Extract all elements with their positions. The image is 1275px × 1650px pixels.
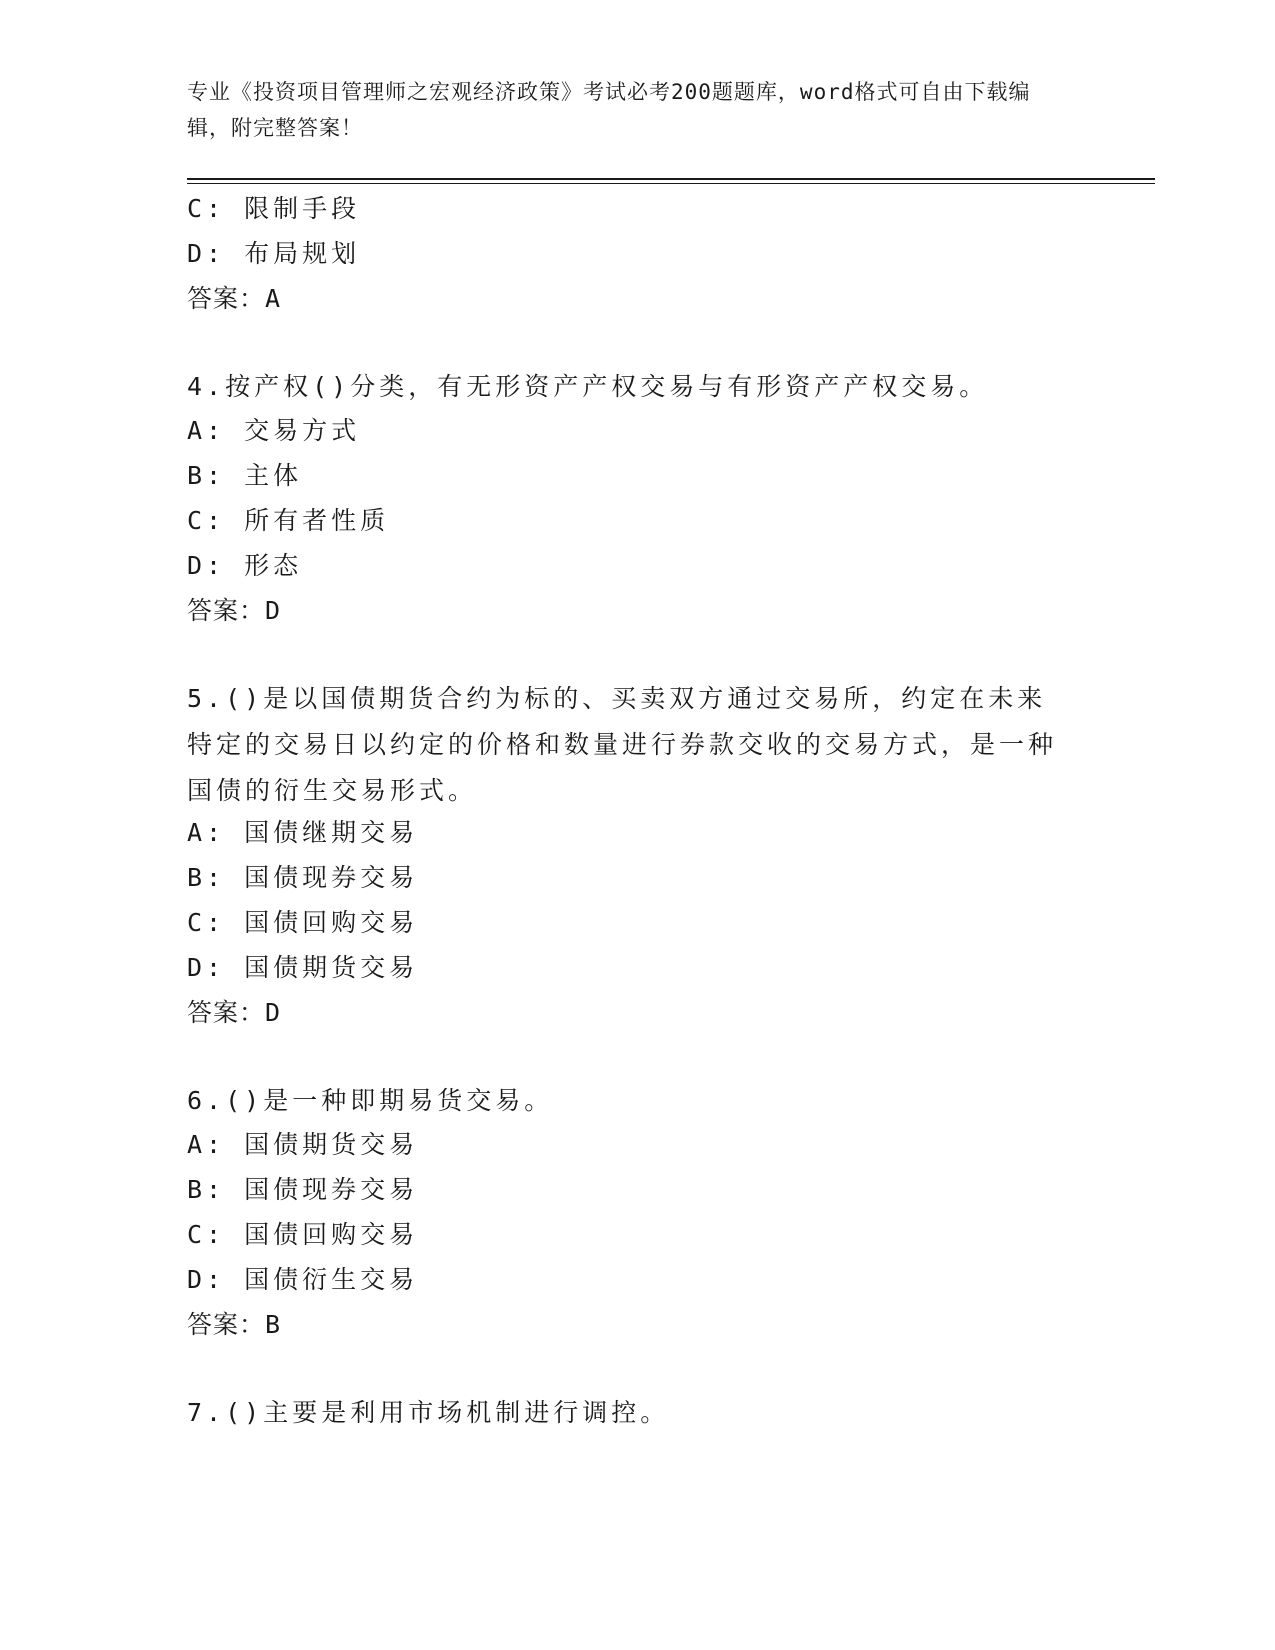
header-rule-thick	[187, 178, 1155, 180]
option-b: B: 主体	[187, 461, 303, 490]
option-b: B: 国债现券交易	[187, 1175, 419, 1204]
option-a: A: 交易方式	[187, 416, 361, 445]
question-7-text: 7.()主要是利用市场机制进行调控。	[187, 1398, 670, 1427]
option-a: A: 国债期货交易	[187, 1130, 419, 1159]
question-5-text: 5.()是以国债期货合约为标的、买卖双方通过交易所，约定在未来特定的交易日以约定的价格和数量进行券款交收的交易方式，是一种国债的衍生交易形式。	[187, 684, 1058, 805]
question-4-text: 4.按产权()分类，有无形资产产权交易与有形资产产权交易。	[187, 372, 989, 401]
option-c: C: 限制手段	[187, 194, 361, 223]
answer: 答案：D	[187, 998, 282, 1027]
option-d: D: 国债期货交易	[187, 953, 419, 982]
question-6-text: 6.()是一种即期易货交易。	[187, 1086, 554, 1115]
answer: 答案：D	[187, 596, 282, 625]
answer: 答案：B	[187, 1310, 282, 1339]
option-c: C: 国债回购交易	[187, 908, 419, 937]
option-a: A: 国债继期交易	[187, 818, 419, 847]
option-d: D: 形态	[187, 551, 303, 580]
option-c: C: 所有者性质	[187, 506, 390, 535]
header-rule-thin	[187, 183, 1155, 184]
option-d: D: 国债衍生交易	[187, 1265, 419, 1294]
option-b: B: 国债现券交易	[187, 863, 419, 892]
answer: 答案：A	[187, 284, 282, 313]
option-d: D: 布局规划	[187, 239, 361, 268]
option-c: C: 国债回购交易	[187, 1220, 419, 1249]
document-header: 专业《投资项目管理师之宏观经济政策》考试必考200题题库，word格式可自由下载编辑，附完整答案！	[187, 80, 1031, 140]
